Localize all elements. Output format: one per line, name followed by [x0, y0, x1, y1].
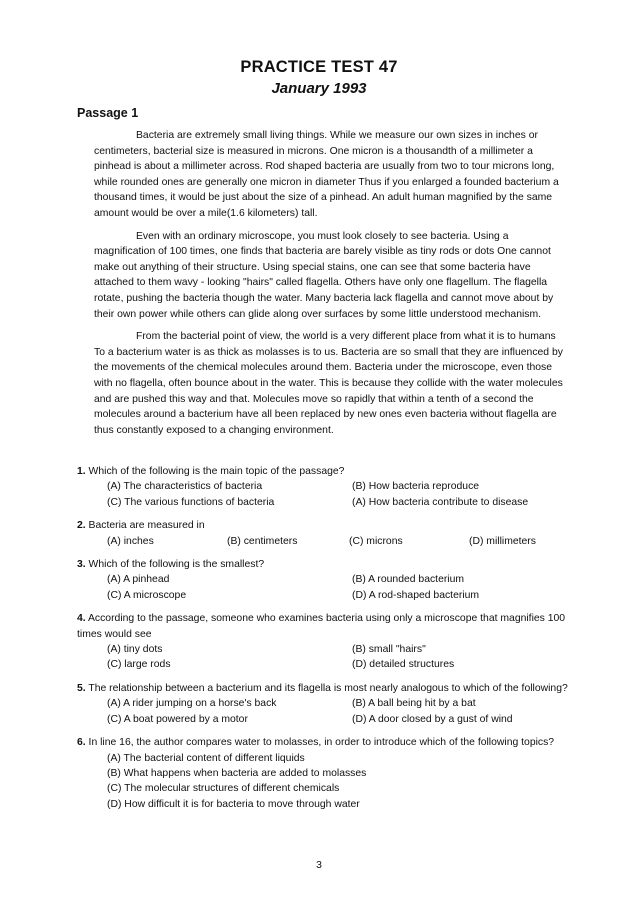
question-text: The relationship between a bacterium and its flagella is most nearly analogous to which of the following? — [85, 682, 568, 694]
answer-option: (C) The various functions of bacteria — [107, 496, 275, 508]
answer-option: (C) A microscope — [107, 589, 187, 601]
answer-options — [77, 534, 587, 549]
answer-options — [77, 572, 587, 603]
question-number: 6. — [77, 737, 86, 749]
answer-option: (C) large rods — [107, 659, 171, 671]
answer-option: (B) centimeters — [227, 535, 298, 547]
answer-option: (C) A boat powered by a motor — [107, 713, 248, 725]
answer-option: (D) A door closed by a gust of wind — [352, 713, 513, 725]
question-list — [77, 464, 587, 820]
answer-option: (B) A ball being hit by a bat — [352, 698, 476, 710]
answer-option: (D) How difficult it is for bacteria to move through water — [107, 798, 360, 810]
answer-option: (C) The molecular structures of different chemicals — [107, 783, 340, 795]
question-number: 3. — [77, 559, 86, 571]
question-6 — [77, 735, 587, 812]
question-1 — [77, 464, 587, 510]
question-stem — [77, 518, 587, 533]
answer-option: (B) What happens when bacteria are added to molasses — [107, 767, 367, 779]
question-5 — [77, 681, 587, 727]
page-title: PRACTICE TEST 47 — [240, 58, 398, 76]
answer-option: (B) How bacteria reproduce — [352, 481, 480, 493]
question-number: 4. — [77, 613, 86, 625]
question-3 — [77, 557, 587, 603]
answer-option: (D) A rod-shaped bacterium — [352, 589, 480, 601]
page-number: 3 — [316, 860, 322, 871]
answer-options — [77, 696, 587, 727]
answer-option: (B) A rounded bacterium — [352, 574, 465, 586]
answer-options — [77, 642, 587, 673]
question-number: 5. — [77, 682, 86, 694]
question-text: Bacteria are measured in — [85, 520, 205, 532]
answer-options — [77, 479, 587, 510]
answer-options — [77, 751, 587, 813]
question-stem — [77, 611, 587, 642]
answer-option: (A) The bacterial content of different liquids — [107, 752, 305, 764]
question-stem — [77, 464, 587, 479]
answer-option: (B) small "hairs" — [352, 644, 426, 656]
question-stem — [77, 557, 587, 572]
question-2 — [77, 518, 587, 549]
answer-option: (A) tiny dots — [107, 644, 163, 656]
passage-paragraph: Bacteria are extremely small living things. While we measure our own sizes in inches or centimeters, bacterial size is measured in microns. One micron is a thousandth of a millimeter a pinhead is about a millimeter across. Rod shaped bacteria are usually from two to tour microns long, while rounded ones are generally one micron in diameter Thus if you enlarged a founded bacterium a thousand times, it would be just about the size of a pinhead. An adult human magnified by the same amount would be over a mile(1.6 kilometers) tall. — [94, 130, 559, 219]
question-number: 1. — [77, 466, 86, 477]
passage-heading: Passage 1 — [77, 106, 139, 120]
question-text: In line 16, the author compares water to molasses, in order to introduce which of the following topics? — [85, 737, 555, 749]
answer-option: (A) How bacteria contribute to disease — [352, 496, 529, 508]
question-text: Which of the following is the smallest? — [85, 559, 265, 571]
answer-option: (A) A pinhead — [107, 574, 170, 586]
passage-paragraph: Even with an ordinary microscope, you must look closely to see bacteria. Using a magnification of 100 times, one finds that bacteria are barely visible as tiny rods or dots One cannot make out anything of their structure. Using special stains, one can see that some bacteria have attached to them wavy - looking "hairs" called flagella. Others have only one flagellum. The flagella rotate, pushing the bacteria though the water. Many bacteria lack flagella and cannot move about by their own power while others can glide along over surfaces by some little understood mechanism. — [94, 230, 554, 320]
answer-option: (D) detailed structures — [352, 659, 455, 671]
answer-option: (A) A rider jumping on a horse's back — [107, 698, 277, 710]
question-stem — [77, 681, 587, 696]
question-text: Which of the following is the main topic of the passage? — [85, 466, 345, 477]
passage-paragraph: From the bacterial point of view, the world is a very different place from what it is to humans To a bacterium water is as thick as molasses is to us. Bacteria are so small that they are influenced by the movements of the chemical molecules around them. Bacteria under the microscope, even those with no flagella, often bounce about in the water. This is because they collide with the water molecules and are pushed this way and that. Molecules move so rapidly that within a tenth of a second the molecules around a bacterium have all been replaced by new ones even bacteria without flagella are thus constantly exposed to a changing environment. — [94, 331, 563, 436]
answer-option: (D) millimeters — [469, 535, 536, 547]
question-4 — [77, 611, 587, 673]
question-stem — [77, 735, 587, 750]
answer-option: (A) The characteristics of bacteria — [107, 481, 263, 493]
question-number: 2. — [77, 520, 86, 532]
answer-option: (A) inches — [107, 535, 154, 547]
question-text: According to the passage, someone who examines bacteria using only a microscope that magnifies 100 times would see — [77, 613, 566, 640]
page-subtitle: January 1993 — [271, 80, 367, 97]
answer-option: (C) microns — [349, 535, 403, 547]
passage-body — [94, 128, 564, 445]
